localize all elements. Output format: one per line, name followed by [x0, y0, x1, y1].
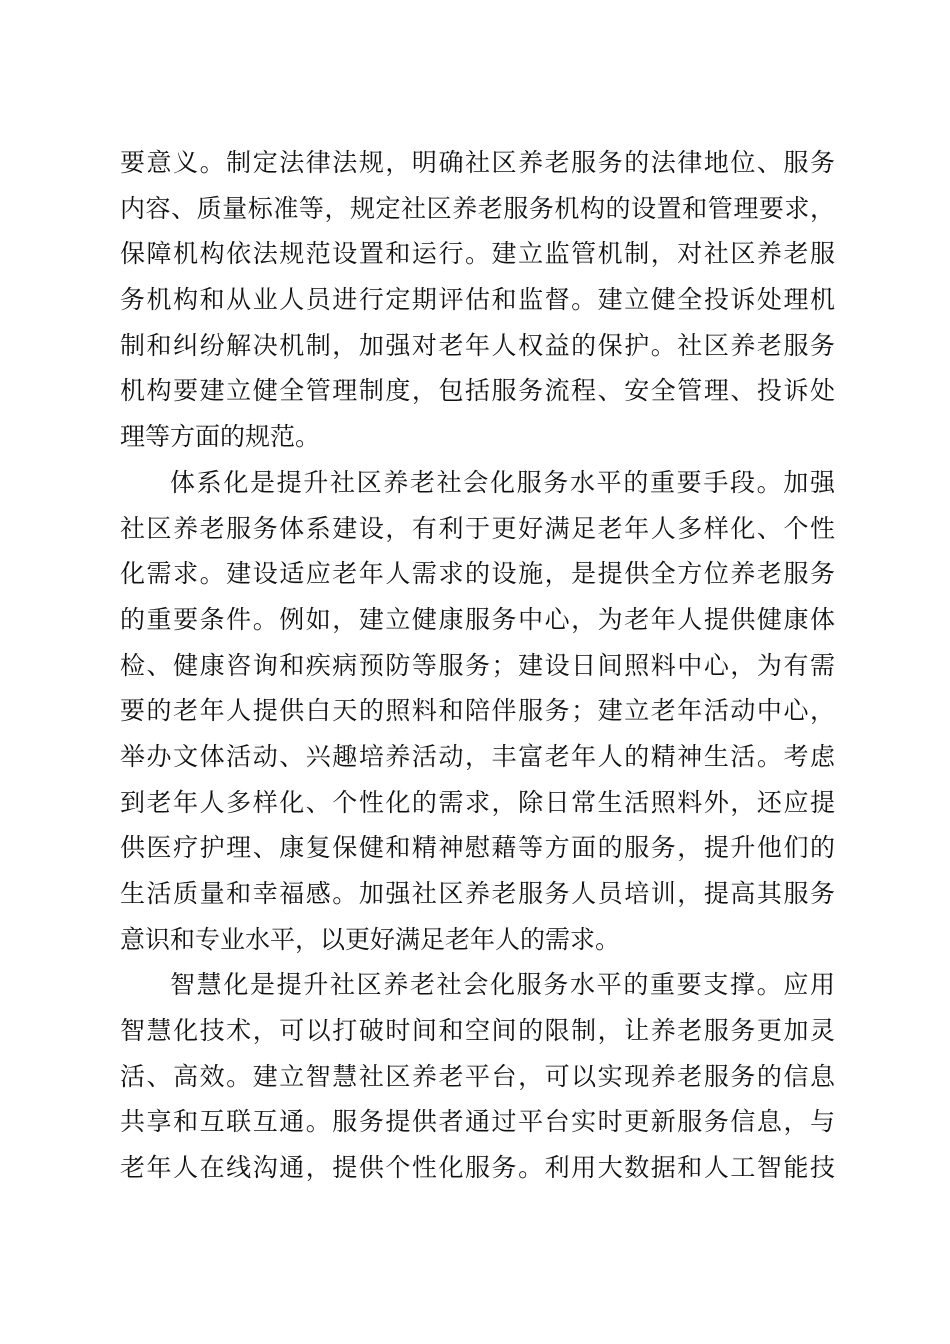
text-line: 活、高效。建立智慧社区养老平台，可以实现养老服务的信息	[120, 1061, 835, 1091]
text-line: 社区养老服务体系建设，有利于更好满足老年人多样化、个性	[120, 513, 835, 543]
text-line: 智慧化技术，可以打破时间和空间的限制，让养老服务更加灵	[120, 1016, 835, 1046]
text-line: 要的老年人提供白天的照料和陪伴服务；建立老年活动中心，	[120, 696, 835, 726]
text-line: 老年人在线沟通，提供个性化服务。利用大数据和人工智能技	[120, 1153, 835, 1183]
text-line: 内容、质量标准等，规定社区养老服务机构的设置和管理要求，	[120, 193, 835, 223]
text-line: 制和纠纷解决机制，加强对老年人权益的保护。社区养老服务	[120, 330, 835, 360]
text-line: 智慧化是提升社区养老社会化服务水平的重要支撑。应用	[170, 970, 835, 1000]
text-line: 意识和专业水平，以更好满足老年人的需求。	[120, 924, 621, 954]
text-line: 到老年人多样化、个性化的需求，除日常生活照料外，还应提	[120, 787, 835, 817]
text-line: 共享和互联互通。服务提供者通过平台实时更新服务信息，与	[120, 1107, 835, 1137]
text-line: 供医疗护理、康复保健和精神慰藉等方面的服务，提升他们的	[120, 833, 835, 863]
text-line: 化需求。建设适应老年人需求的设施，是提供全方位养老服务	[120, 559, 835, 589]
paragraph-1	[120, 140, 835, 460]
text-line: 的重要条件。例如，建立健康服务中心，为老年人提供健康体	[120, 604, 835, 634]
text-line: 理等方面的规范。	[120, 422, 321, 452]
text-line: 要意义。制定法律法规，明确社区养老服务的法律地位、服务	[120, 148, 835, 177]
paragraph-2	[120, 460, 835, 963]
paragraph-3	[120, 962, 835, 1190]
text-line: 务机构和从业人员进行定期评估和监督。建立健全投诉处理机	[120, 285, 835, 315]
text-line: 生活质量和幸福感。加强社区养老服务人员培训，提高其服务	[120, 879, 835, 908]
text-line: 保障机构依法规范设置和运行。建立监管机制，对社区养老服	[120, 239, 835, 269]
text-line: 举办文体活动、兴趣培养活动，丰富老年人的精神生活。考虑	[120, 741, 835, 771]
body-text	[120, 140, 835, 1191]
text-line: 体系化是提升社区养老社会化服务水平的重要手段。加强	[170, 467, 835, 497]
text-line: 机构要建立健全管理制度，包括服务流程、安全管理、投诉处	[120, 376, 835, 406]
text-line: 检、健康咨询和疾病预防等服务；建设日间照料中心，为有需	[120, 650, 835, 680]
